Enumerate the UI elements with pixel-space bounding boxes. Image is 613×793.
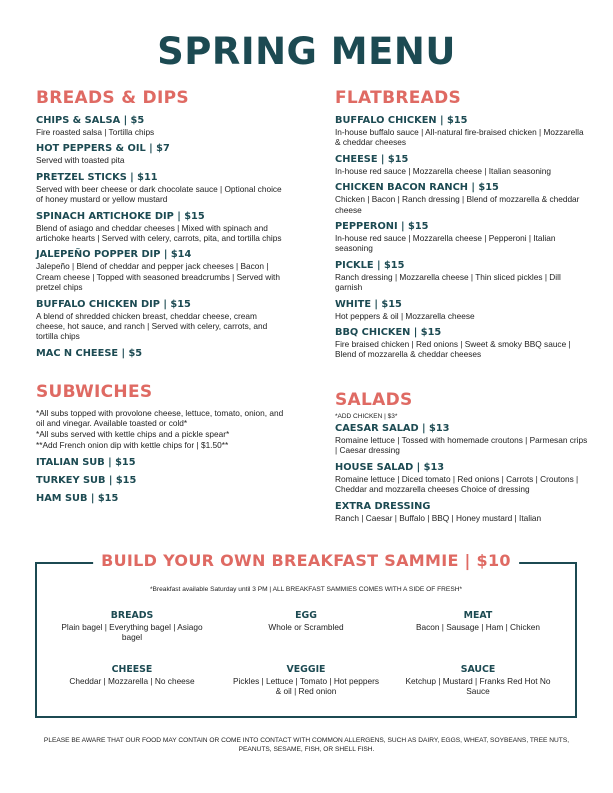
item-description: In-house red sauce | Mozzarella cheese | Italian seasoning (335, 165, 552, 176)
meat-option (403, 610, 553, 632)
item-name: PICKLE | $15 (335, 259, 405, 271)
item-description: In-house red sauce | Mozzarella cheese | Pepperoni | Italian seasoning (335, 233, 556, 254)
item-description: Chicken | Bacon | Ranch dressing | Blend of mozzarella & cheddar cheese (335, 194, 580, 215)
sub-note: *All subs topped with provolone cheese, lettuce, tomato, onion, and oil and vinegar. Available toasted or cold* (36, 407, 284, 429)
item-description: Fire braised chicken | Red onions | Sweet & smoky BBQ sauce | Blend of mozzarella & cheddar cheeses (335, 339, 571, 360)
salads-heading: SALADS (335, 389, 413, 410)
option-label: MEAT (463, 610, 493, 621)
option-label: EGG (295, 610, 317, 621)
left-column (36, 88, 286, 510)
menu-item (36, 114, 286, 137)
item-description: Served with toasted pita (36, 155, 125, 166)
item-name: TURKEY SUB | $15 (36, 475, 137, 487)
menu-item (36, 492, 286, 505)
item-description: A blend of shredded chicken breast, cheddar cheese, cream cheese, hot sauce, and ranch | Served with celery, carrots, and tortilla chips (36, 310, 268, 342)
item-description: Ranch | Caesar | Buffalo | BBQ | Honey mustard | Italian (335, 512, 542, 523)
menu-item (36, 474, 286, 487)
option-choices: Pickles | Lettuce | Tomato | Hot peppers & oil | Red onion (232, 676, 380, 697)
menu-item (335, 181, 590, 215)
item-name: MAC N CHEESE | $5 (36, 347, 143, 359)
item-name: ITALIAN SUB | $15 (36, 457, 136, 469)
flatbreads-heading: FLATBREADS (335, 88, 462, 108)
salad-note: *ADD CHICKEN | $3* (335, 412, 398, 420)
menu-item (335, 461, 590, 495)
menu-item (335, 500, 590, 523)
item-description: Jalepeño | Blend of cheddar and pepper jack cheeses | Bacon | Cream cheese | Topped with seasoned breadcrumbs | Served with pretzel chips (36, 261, 280, 293)
menu-item (335, 259, 590, 293)
menu-item (36, 456, 286, 469)
cheese-option (57, 664, 207, 686)
item-description: Ranch dressing | Mozzarella cheese | Thin sliced pickles | Dill garnish (335, 271, 561, 293)
veggie-option (231, 664, 381, 697)
item-description: Fire roasted salsa | Tortilla chips (36, 127, 155, 137)
option-label: CHEESE (111, 664, 153, 675)
item-name: EXTRA DRESSING (335, 500, 431, 512)
item-description: Romaine lettuce | Tossed with homemade croutons | Parmesan crips | Caesar dressing (335, 434, 588, 456)
item-description: Hot peppers & oil | Mozzarella cheese (335, 310, 475, 321)
menu-item (36, 210, 286, 244)
menu-item (36, 142, 286, 165)
item-name: CAESAR SALAD | $13 (335, 422, 450, 434)
item-name: BBQ CHICKEN | $15 (335, 327, 442, 339)
menu-title: SPRING MENU (157, 30, 456, 73)
breakfast-heading: BUILD YOUR OWN BREAKFAST SAMMIE | $10 (93, 551, 519, 570)
item-name: CHICKEN BACON RANCH | $15 (335, 182, 499, 194)
item-name: HAM SUB | $15 (36, 493, 119, 505)
option-label: BREADS (110, 610, 154, 621)
egg-option (231, 610, 381, 632)
subwiches-notes (36, 408, 286, 450)
subwiches-heading: SUBWICHES (36, 381, 153, 402)
menu-item (36, 171, 286, 205)
item-name: CHEESE | $15 (335, 153, 409, 165)
allergen-disclaimer: PLEASE BE AWARE THAT OUR FOOD MAY CONTAIN OR COME INTO CONTACT WITH COMMON ALLERGENS, SUCH AS DAIRY, EGGS, WHEAT, SOYBEANS, TREE NUTS, PEANUTS, SESAME, FISH, OR SHELL FISH. (43, 737, 570, 753)
breads-option (57, 610, 207, 643)
right-column (335, 88, 590, 528)
item-name: PRETZEL STICKS | $11 (36, 171, 158, 183)
menu-item (335, 114, 590, 148)
sub-note: *All subs served with kettle chips and a pickle spear* (36, 429, 230, 440)
menu-item (335, 326, 590, 360)
item-name: BUFFALO CHICKEN | $15 (335, 115, 468, 126)
menu-item (335, 220, 590, 254)
breads-dips-heading: BREADS & DIPS (36, 88, 189, 108)
option-label: SAUCE (460, 664, 496, 675)
option-choices: Ketchup | Mustard | Franks Red Hot No Sauce (405, 676, 551, 697)
sauce-option (403, 664, 553, 697)
menu-item (335, 422, 590, 456)
item-name: HOT PEPPERS & OIL | $7 (36, 143, 170, 155)
option-choices: Plain bagel | Everything bagel | Asiago bagel (61, 622, 203, 643)
menu-item (36, 248, 286, 292)
item-description: Romaine lettuce | Diced tomato | Red onions | Carrots | Croutons | Cheddar and mozzarella cheeses Choice of dressing (335, 473, 579, 495)
item-name: SPINACH ARTICHOKE DIP | $15 (36, 210, 205, 222)
menu-item (36, 298, 286, 342)
item-name: PEPPERONI | $15 (335, 221, 429, 233)
breakfast-subtitle: *Breakfast available Saturday until 3 PM | ALL BREAKFAST SAMMIES COMES WITH A SIDE OF FRESH* (149, 586, 463, 593)
item-name: BUFFALO CHICKEN DIP | $15 (36, 298, 191, 310)
menu-item (335, 153, 590, 176)
item-description: Blend of asiago and cheddar cheeses | Mixed with spinach and artichoke hearts | Served with celery, carrots, pita, and tortilla chips (36, 222, 282, 244)
item-name: CHIPS & SALSA | $5 (36, 115, 145, 126)
breakfast-box (35, 551, 577, 718)
option-label: VEGGIE (286, 664, 326, 675)
menu-item (36, 347, 286, 360)
option-choices: Cheddar | Mozzarella | No cheese (69, 676, 195, 686)
option-choices: Bacon | Sausage | Ham | Chicken (415, 622, 541, 632)
item-name: WHITE | $15 (335, 298, 402, 310)
item-name: HOUSE SALAD | $13 (335, 461, 445, 473)
item-name: JALEPEÑO POPPER DIP | $14 (36, 249, 192, 261)
item-description: In-house buffalo sauce | All-natural fire-braised chicken | Mozzarella & cheddar cheeses (335, 127, 584, 148)
sub-note: **Add French onion dip with kettle chips for | $1.50** (36, 439, 229, 450)
menu-item (335, 298, 590, 321)
item-description: Served with beer cheese or dark chocolate sauce | Optional choice of honey mustard or yellow mustard (36, 183, 282, 205)
option-choices: Whole or Scrambled (268, 622, 344, 632)
